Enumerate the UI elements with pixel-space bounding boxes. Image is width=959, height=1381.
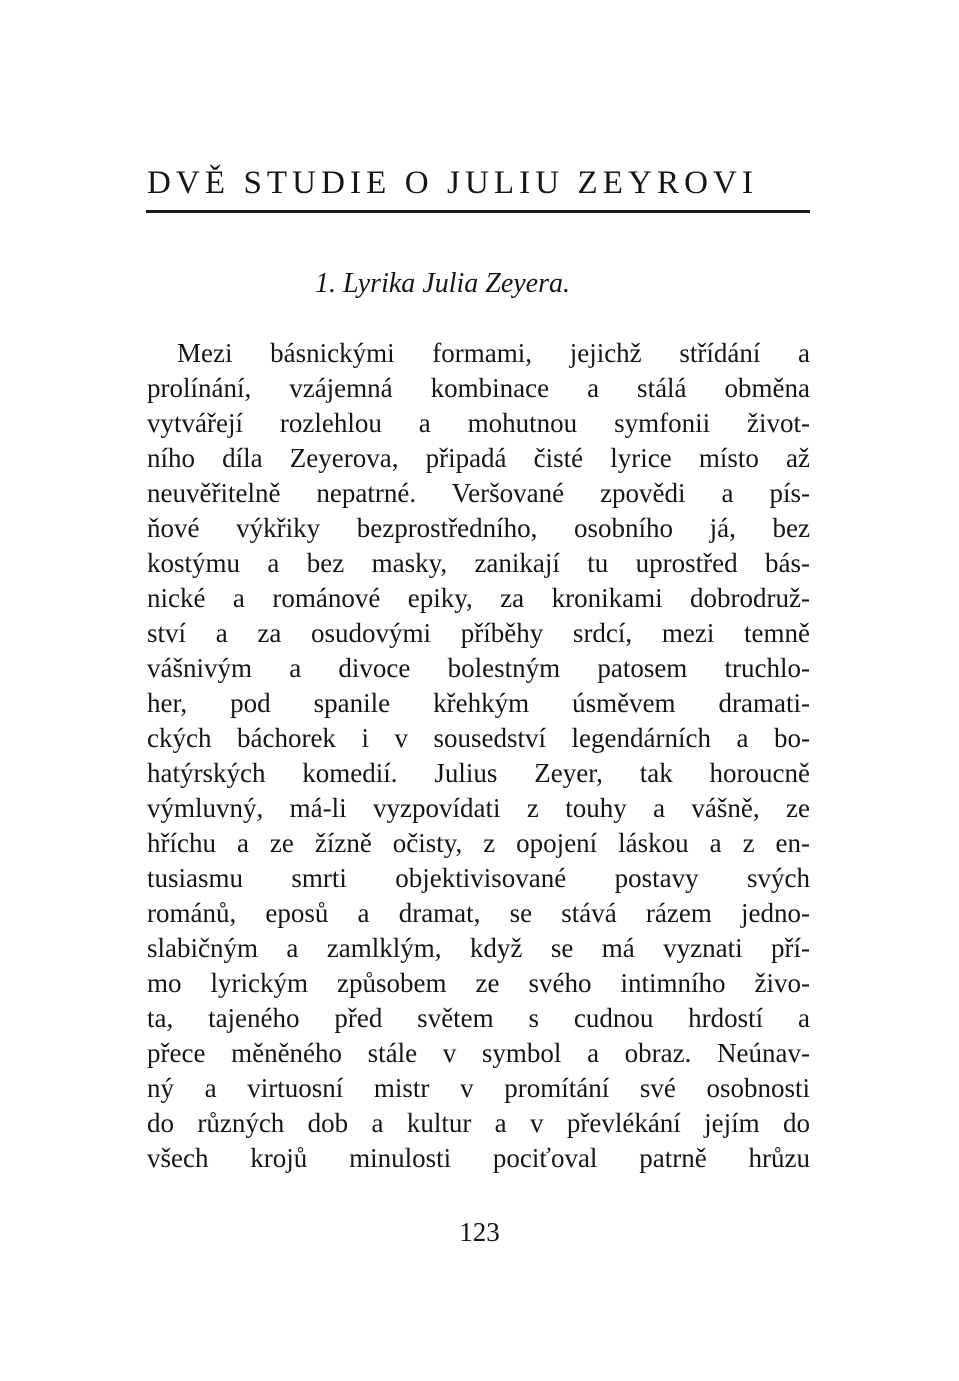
chapter-title: DVĚ STUDIE O JULIU ZEYROVI bbox=[147, 165, 759, 201]
text-line: ta, tajeného před světem s cudnou hrdostí a bbox=[147, 1003, 810, 1033]
text-line: výmluvný, má-li vyzpovídati z touhy a vášně, ze bbox=[147, 793, 810, 823]
text-line: ního díla Zeyerova, připadá čisté lyrice místo až bbox=[147, 443, 810, 473]
text-line: přece měněného stále v symbol a obraz. Neúnav- bbox=[147, 1038, 810, 1068]
text-line: neuvěřitelně nepatrné. Veršované zpovědi a pís- bbox=[147, 478, 810, 508]
text-line: do různých dob a kultur a v převlékání jejím do bbox=[147, 1108, 810, 1138]
text-line: ňové výkřiky bezprostředního, osobního já, bez bbox=[147, 513, 810, 543]
page-number: 123 bbox=[459, 1217, 500, 1247]
text-line: slabičným a zamlklým, když se má vyznati pří- bbox=[147, 933, 810, 963]
text-line: tusiasmu smrti objektivisované postavy svých bbox=[147, 863, 810, 893]
text-line: vášnivým a divoce bolestným patosem truchlo- bbox=[147, 653, 810, 683]
text-line: prolínání, vzájemná kombinace a stálá obměna bbox=[147, 373, 810, 403]
text-line: her, pod spanile křehkým úsměvem dramati- bbox=[147, 688, 810, 718]
title-underline bbox=[146, 210, 810, 213]
text-line: hatýrských komedií. Julius Zeyer, tak horoucně bbox=[147, 758, 810, 788]
text-line: ný a virtuosní mistr v promítání své osobnosti bbox=[147, 1073, 810, 1103]
text-line: ckých báchorek i v sousedství legendárních a bo- bbox=[147, 723, 810, 753]
text-line: všech krojů minulosti pociťoval patrně hrůzu bbox=[147, 1143, 810, 1173]
text-line: kostýmu a bez masky, zanikají tu uprostřed bás- bbox=[147, 548, 810, 578]
text-line: mo lyrickým způsobem ze svého intimního živo- bbox=[147, 968, 810, 998]
text-line: románů, eposů a dramat, se stává rázem jedno- bbox=[147, 898, 810, 928]
body-paragraph bbox=[147, 336, 810, 1176]
text-line: vytvářejí rozlehlou a mohutnou symfonii život- bbox=[147, 408, 810, 438]
text-line: hříchu a ze žízně očisty, z opojení láskou a z en- bbox=[147, 828, 810, 858]
text-line: Mezi básnickými formami, jejichž střídání a bbox=[177, 338, 810, 368]
text-line: ství a za osudovými příběhy srdcí, mezi temně bbox=[147, 618, 810, 648]
section-subtitle: 1. Lyrika Julia Zeyera. bbox=[315, 268, 571, 299]
text-line: nické a románové epiky, za kronikami dobrodruž- bbox=[147, 583, 810, 613]
